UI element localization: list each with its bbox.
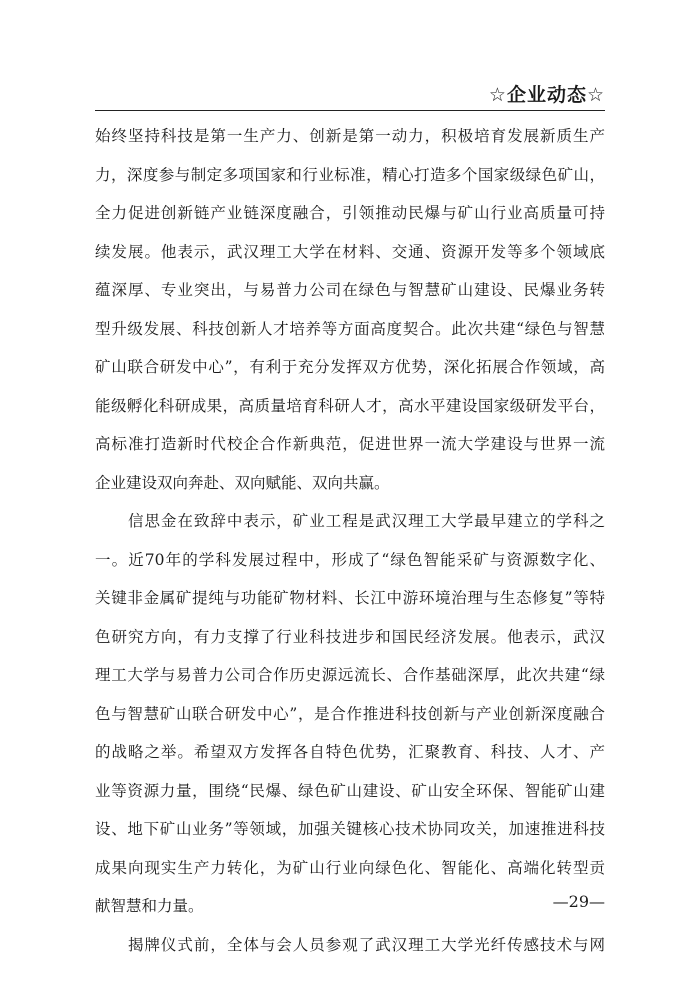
text-line: 设、地下矿山业务”等领域，加强关键核心技术协同攻关，加速推进科技 [95,820,605,838]
text-line: 企业建设双向奔赴、双向赋能、双向共赢。 [95,473,390,492]
text-line: 型升级发展、科技创新人才培养等方面高度契合。此次共建“绿色与智慧 [95,319,605,338]
text-line: 揭牌仪式前，全体与会人员参观了武汉理工大学光纤传感技术与网 [95,935,605,954]
text-line: 的战略之举。希望双方发挥各自特色优势，汇聚教育、科技、人才、产 [95,743,605,761]
text-line: 信思金在致辞中表示，矿业工程是武汉理工大学最早建立的学科之 [95,512,605,530]
text-line: 全力促进创新链产业链深度融合，引领推动民爆与矿山行业高质量可持 [95,204,605,222]
article-body [95,117,605,964]
text-line: 色与智慧矿山联合研发中心”，是合作推进科技创新与产业创新深度融合 [95,704,605,723]
text-line: 始终坚持科技是第一生产力、创新是第一动力，积极培育发展新质生产 [95,127,605,145]
text-line: 能级孵化科研成果，高质量培育科研人才，高水平建设国家级研发平台， [95,396,605,415]
page-number: —29— [552,892,605,911]
text-line: 高标准打造新时代校企合作新典范，促进世界一流大学建设与世界一流 [95,435,605,453]
text-line: 色研究方向，有力支撑了行业科技进步和国民经济发展。他表示，武汉 [95,627,605,646]
text-line: 关键非金属矿提纯与功能矿物材料、长江中游环境治理与生态修复”等特 [95,589,605,607]
text-line: 矿山联合研发中心”，有利于充分发挥双方优势，深化拓展合作领域，高 [95,358,605,376]
text-line: 成果向现实生产力转化，为矿山行业向绿色化、智能化、高端化转型贡 [95,858,605,877]
text-line: 续发展。他表示，武汉理工大学在材料、交通、资源开发等多个领域底 [95,242,605,261]
section-header-title: ☆企业动态☆ [488,84,605,106]
text-line: 理工大学与易普力公司合作历史源远流长、合作基础深厚，此次共建“绿 [95,666,605,684]
text-line: 业等资源力量，围绕“民爆、绿色矿山建设、矿山安全环保、智能矿山建 [95,781,605,800]
text-line: 一。近70年的学科发展过程中，形成了“绿色智能采矿与资源数字化、 [95,550,605,569]
text-line: 力，深度参与制定多项国家和行业标准，精心打造多个国家级绿色矿山， [95,165,605,184]
text-line: 蕴深厚、专业突出，与易普力公司在绿色与智慧矿山建设、民爆业务转 [95,281,605,299]
header-divider [95,110,605,111]
text-line: 献智慧和力量。 [95,897,204,915]
